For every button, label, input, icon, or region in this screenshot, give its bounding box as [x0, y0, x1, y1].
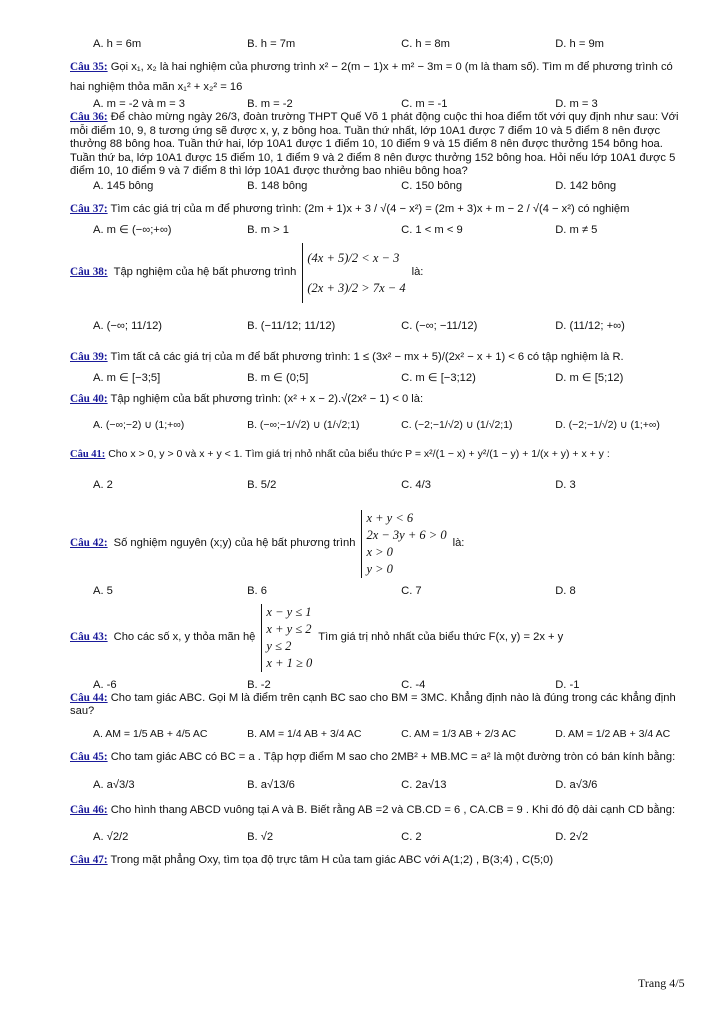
option-a: A. (−∞;−2) ∪ (1;+∞): [93, 419, 185, 431]
inequality-system: [302, 243, 405, 303]
option-a: A. m ∈ (−∞;+∞): [93, 223, 172, 236]
q45-options: [70, 770, 690, 800]
option-b: B. -2: [247, 678, 271, 691]
question-41: [70, 448, 690, 462]
option-b: B. m = -2: [247, 98, 293, 110]
option-b: B. a√13/6: [247, 779, 295, 791]
option-d: D. a√3/6: [555, 779, 598, 791]
q46-options: [70, 822, 690, 852]
option-c: C. 2a√13: [401, 779, 447, 791]
question-38: [70, 243, 690, 303]
option-b: B. 148 bông: [247, 179, 308, 192]
option-a: A. 2: [93, 478, 113, 491]
option-c: C. 4/3: [401, 478, 431, 491]
option-b: B. (−∞;−1/√2) ∪ (1/√2;1): [247, 419, 360, 431]
option-c: C. (−∞; −11/12): [401, 319, 478, 332]
option-a: A. m = -2 và m = 3: [93, 98, 186, 110]
system-line: x − y ≤ 1: [266, 604, 312, 619]
question-text: Để chào mừng ngày 26/3, đoàn trường THPT Quế Võ 1 phát động cuộc thi hoa điểm tốt với quy định như sau: Với mỗi điểm 10, 9, 8 tương ứng sẽ được x, y, z bông hoa. Tuần thứ nhất, lớp 10A1 được 7 điểm 10 và 5 điểm 8 nên được thưởng 88 bông hoa. Tuần thứ hai, lớp 10A1 được 1 điểm 10, 10 điểm 9 và 15 điểm 8 nên được thưởng 154 bông hoa. Tuần thứ ba, lớp 10A1 được 15 điểm 10, 1 điểm 9 và 2 điểm 8 nên được thưởng 152 bông hoa. Hỏi nếu lớp 10A1 được 5 điểm 10, 10 điểm 9 và 7 điểm 8 thì lớp 10A1 được thưởng bao nhiêu bông hoa?: [70, 111, 679, 177]
question-text: Cho tam giác ABC có BC = a . Tập hợp điểm M sao cho 2MB² + MB.MC = a² là một đường tròn có bán kính bằng:: [110, 750, 676, 763]
option-b: B. m > 1: [247, 223, 290, 236]
system-line: x + y < 6: [366, 510, 414, 525]
q36-options: [70, 179, 690, 193]
option-d: D. h = 9m: [555, 38, 604, 50]
question-label: Câu 44:: [70, 691, 108, 704]
system-line: (2x + 3)/2 > 7x − 4: [307, 280, 406, 295]
question-text: Gọi x₁, x₂ là hai nghiệm của phương trình x² − 2(m − 1)x + m² − 3m = 0 (m là tham số). Tìm m để phương trình có hai nghiệm thỏa mãn x₁² + x₂² = 16: [70, 61, 673, 93]
option-c: C. m ∈ [−3;12): [401, 371, 476, 384]
option-c: C. -4: [401, 678, 426, 691]
option-c: C. 1 < m < 9: [401, 223, 463, 236]
question-label: Câu 38:: [70, 265, 108, 278]
question-text: Cho các số x, y thỏa mãn hệ: [113, 630, 256, 643]
question-tail: Tìm giá trị nhỏ nhất của biểu thức F(x, y) = 2x + y: [318, 630, 564, 643]
option-d: D. 3: [555, 478, 576, 491]
option-b: B. 5/2: [247, 478, 277, 491]
page-footer: Trang 4/5: [638, 976, 685, 990]
option-a: A. -6: [93, 678, 117, 691]
exam-page: [70, 37, 690, 867]
question-43: [70, 604, 690, 672]
option-a: A. (−∞; 11/12): [93, 319, 163, 332]
question-label: Câu 45:: [70, 750, 108, 763]
question-text: Tập nghiệm của bất phương trình: (x² + x − 2).√(2x² − 1) < 0 là:: [110, 392, 424, 405]
option-c: C. (−2;−1/√2) ∪ (1/√2;1): [401, 419, 513, 431]
option-a: A. a√3/3: [93, 779, 135, 791]
question-42: [70, 510, 690, 578]
q40-options: [70, 410, 690, 440]
question-text: Cho tam giác ABC. Gọi M là điểm trên cạnh BC sao cho BM = 3MC. Khẳng định nào là đúng trong các khẳng định sau?: [70, 691, 676, 717]
option-b: B. h = 7m: [247, 38, 296, 50]
option-d: D. 8: [555, 584, 576, 597]
inequality-system: [361, 510, 446, 578]
option-b: B. (−11/12; 11/12): [247, 319, 336, 332]
question-label: Câu 39:: [70, 350, 108, 363]
question-text: Số nghiệm nguyên (x;y) của hệ bất phương trình: [113, 536, 356, 549]
option-a: A. m ∈ [−3;5]: [93, 371, 161, 384]
option-a: A. AM = 1/5 AB + 4/5 AC: [93, 727, 208, 740]
option-a: A. h = 6m: [93, 38, 142, 50]
option-d: D. 142 bông: [555, 179, 617, 192]
question-label: Câu 41:: [70, 449, 106, 460]
q39-options: [70, 371, 690, 385]
system-line: x > 0: [366, 544, 393, 559]
option-d: D. 2√2: [555, 830, 589, 843]
question-39: [70, 349, 690, 365]
q34-options: [70, 37, 690, 51]
question-label: Câu 43:: [70, 630, 108, 643]
question-44: [70, 692, 690, 719]
question-text: Tìm các giá trị của m để phương trình: (2m + 1)x + 3 / √(4 − x²) = (2m + 3)x + m − 2 / √(4 − x²) có nghiệm: [110, 202, 630, 215]
question-label: Câu 37:: [70, 202, 108, 215]
option-c: C. h = 8m: [401, 38, 450, 50]
question-46: [70, 804, 690, 818]
q41-options: [70, 470, 690, 500]
question-text: Tìm tất cả các giá trị của m để bất phương trình: 1 ≤ (3x² − mx + 5)/(2x² − x + 1) < 6 có tập nghiệm là R.: [110, 350, 624, 363]
option-a: A. 145 bông: [93, 179, 154, 192]
question-47: [70, 854, 690, 868]
option-d: D. m ≠ 5: [555, 223, 598, 236]
option-b: B. m ∈ (0;5]: [247, 371, 309, 384]
q43-options: [70, 678, 690, 692]
question-37: [70, 201, 690, 217]
question-label: Câu 46:: [70, 804, 108, 816]
question-text: Tập nghiệm của hệ bất phương trình: [113, 265, 297, 278]
option-d: D. (11/12; +∞): [555, 319, 625, 332]
option-a: A. √2/2: [93, 830, 129, 843]
question-text: Cho x > 0, y > 0 và x + y < 1. Tìm giá trị nhỏ nhất của biểu thức P = x²/(1 − x) + y²/(1 − y) + 1/(x + y) + x + y :: [108, 448, 610, 460]
system-line: x + y ≤ 2: [266, 621, 312, 636]
question-label: Câu 47:: [70, 853, 108, 866]
question-tail: là:: [452, 536, 465, 549]
system-line: 2x − 3y + 6 > 0: [366, 527, 447, 542]
q44-options: [70, 719, 690, 749]
question-label: Câu 40:: [70, 392, 108, 405]
question-35: [70, 57, 690, 97]
option-d: D. (−2;−1/√2) ∪ (1;+∞): [555, 419, 660, 431]
question-tail: là:: [411, 265, 424, 278]
option-c: C. AM = 1/3 AB + 2/3 AC: [401, 727, 517, 740]
option-d: D. AM = 1/2 AB + 3/4 AC: [555, 727, 671, 740]
inequality-system: [261, 604, 312, 672]
system-line: y ≤ 2: [266, 638, 292, 653]
q38-options: [70, 311, 690, 341]
question-text: Cho hình thang ABCD vuông tại A và B. Biết rằng AB =2 và CB.CD = 6 , CA.CB = 9 . Khi đó độ dài cạnh CD bằng:: [110, 804, 676, 816]
system-line: x + 1 ≥ 0: [266, 655, 313, 670]
option-b: B. 6: [247, 584, 267, 597]
option-d: D. m ∈ [5;12): [555, 371, 624, 384]
q42-options: [70, 584, 690, 598]
question-45: [70, 751, 690, 765]
question-36: [70, 111, 690, 179]
q37-options: [70, 223, 690, 237]
option-b: B. √2: [247, 830, 274, 843]
question-label: Câu 42:: [70, 536, 108, 549]
option-a: A. 5: [93, 584, 113, 597]
option-d: D. m = 3: [555, 98, 598, 110]
option-c: C. m = -1: [401, 98, 448, 110]
option-b: B. AM = 1/4 AB + 3/4 AC: [247, 727, 362, 740]
option-c: C. 2: [401, 830, 422, 843]
option-d: D. -1: [555, 678, 580, 691]
question-label: Câu 36:: [70, 111, 108, 123]
question-40: [70, 393, 690, 407]
question-text: Trong mặt phẳng Oxy, tìm tọa độ trực tâm H của tam giác ABC với A(1;2) , B(3;4) , C(5;0): [110, 853, 554, 866]
option-c: C. 150 bông: [401, 179, 463, 192]
q35-options: [70, 97, 690, 111]
system-line: (4x + 5)/2 < x − 3: [307, 250, 400, 265]
question-label: Câu 35:: [70, 61, 108, 73]
option-c: C. 7: [401, 584, 422, 597]
system-line: y > 0: [366, 561, 393, 576]
